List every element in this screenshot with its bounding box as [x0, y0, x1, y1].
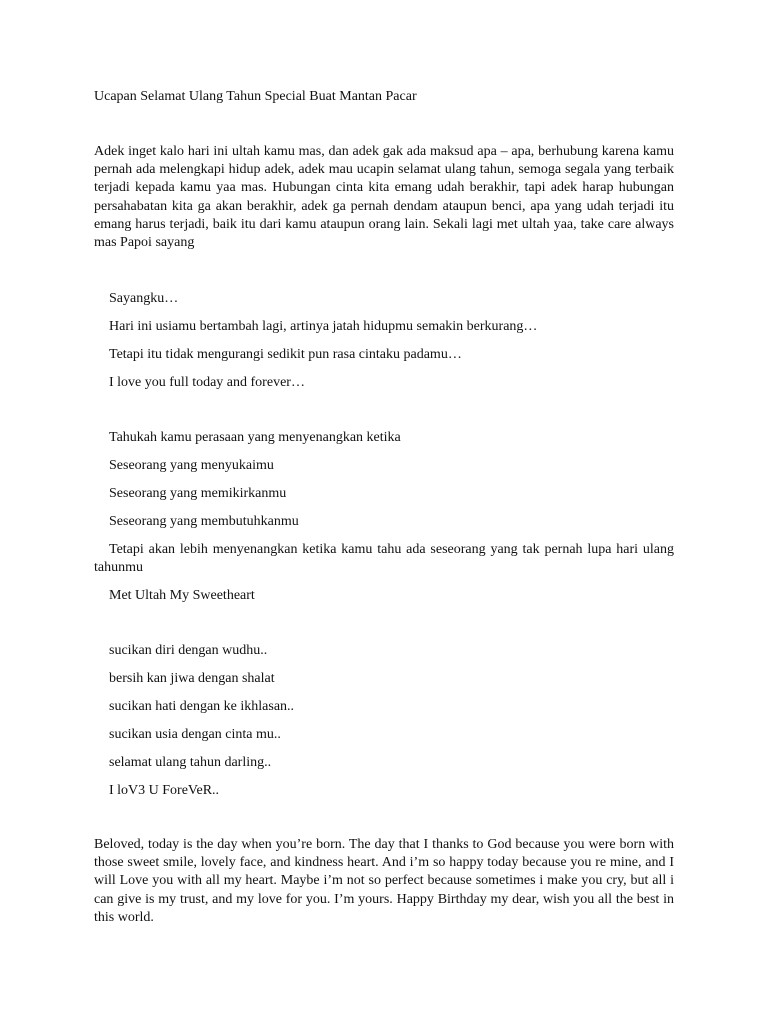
poem-line: Seseorang yang membutuhkanmu	[109, 514, 299, 529]
poem-line: selamat ulang tahun darling..	[109, 755, 272, 770]
poem-line: I love you full today and forever…	[109, 375, 305, 390]
paragraph-birthday-message-indonesian: Adek inget kalo hari ini ultah kamu mas, dan adek gak ada maksud apa – apa, berhubung karena kamu pernah ada melengkapi hidup adek, adek mau ucapin selamat ulang tahun, semoga segala yang terbaik terjadi kepada kamu yaa mas. Hubungan cinta kita emang udah berakhir, tapi adek harap hubungan persahabatan kita ga akan berakhir, adek ga pernah dendam ataupun benci, apa yang udah terjadi itu emang harus terjadi, baik itu dari kamu ataupun orang lain. Sekali lagi met ultah yaa, take care always mas Papoi sayang	[94, 144, 674, 251]
poem-line: Seseorang yang memikirkanmu	[109, 486, 287, 501]
paragraph-birthday-message-english: Beloved, today is the day when you’re born. The day that I thanks to God because you were born with those sweet smile, lovely face, and kindness heart. And i’m so happy today because you re mine, and I will Love you with all my heart. Maybe i’m not so perfect because sometimes i make you cry, but all i can give is my trust, and my love for you. I’m yours. Happy Birthday my dear, wish you all the best in this world.	[94, 837, 674, 925]
poem-line: Tahukah kamu perasaan yang menyenangkan ketika	[109, 430, 401, 445]
poem-line: Tetapi akan lebih menyenangkan ketika kamu tahu ada seseorang yang tak pernah lupa hari ulang tahunmu	[94, 542, 674, 575]
poem-line: sucikan usia dengan cinta mu..	[109, 727, 281, 742]
poem-line: Met Ultah My Sweetheart	[109, 588, 255, 603]
poem-line: Sayangku…	[109, 291, 179, 306]
poem-line: sucikan diri dengan wudhu..	[109, 643, 268, 658]
poem-line: sucikan hati dengan ke ikhlasan..	[109, 699, 295, 714]
poem-line: Tetapi itu tidak mengurangi sedikit pun rasa cintaku padamu…	[109, 347, 462, 362]
poem-line: bersih kan jiwa dengan shalat	[109, 671, 275, 686]
poem-line: Hari ini usiamu bertambah lagi, artinya jatah hidupmu semakin berkurang…	[109, 319, 538, 334]
poem-line: I loV3 U ForeVeR..	[109, 783, 220, 798]
document-title: Ucapan Selamat Ulang Tahun Special Buat Mantan Pacar	[94, 89, 417, 104]
poem-line: Seseorang yang menyukaimu	[109, 458, 274, 473]
